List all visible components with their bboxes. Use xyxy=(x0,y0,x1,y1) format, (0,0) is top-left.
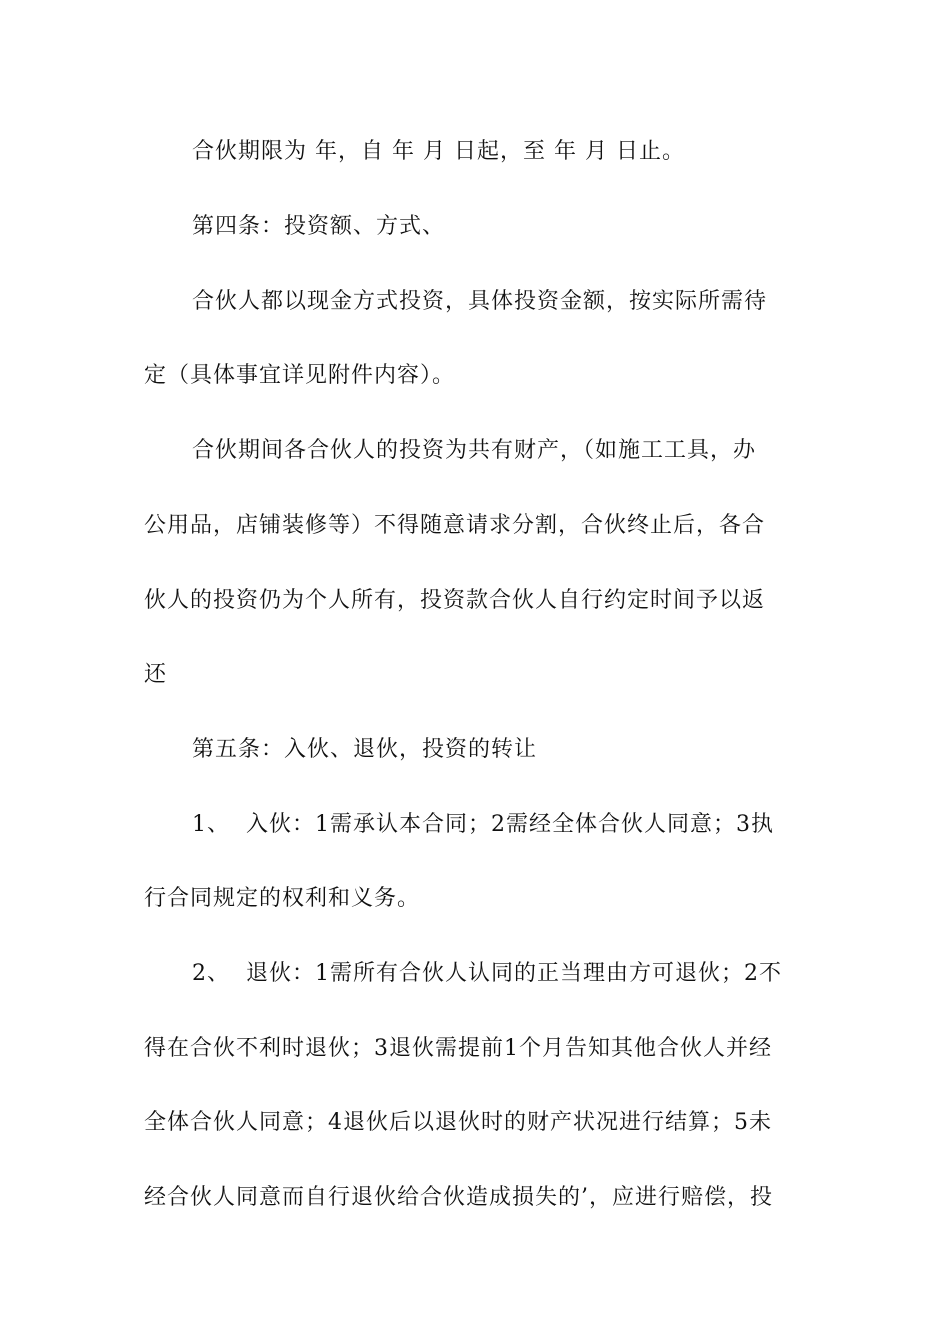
paragraph-line: 行合同规定的权利和义务。 xyxy=(144,886,421,911)
paragraph-line: 伙人的投资仍为个人所有，投资款合伙人自行约定时间予以返 xyxy=(144,588,766,613)
paragraph-line: 得在合伙不利时退伙；3退伙需提前1个月告知其他合伙人并经 xyxy=(144,1036,772,1061)
paragraph-line: 合伙期间各合伙人的投资为共有财产，（如施工工具，办 xyxy=(192,438,757,463)
list-item-join: 1、 入伙：1需承认本合同；2需经全体合伙人同意；3执 xyxy=(192,812,774,837)
list-item-withdraw: 2、 退伙：1需所有合伙人认同的正当理由方可退伙；2不 xyxy=(192,961,782,986)
paragraph-line: 全体合伙人同意；4退伙后以退伙时的财产状况进行结算；5未 xyxy=(144,1110,772,1135)
article-four-heading: 第四条：投资额、方式、 xyxy=(192,214,446,239)
paragraph-line: 经合伙人同意而自行退伙给合伙造成损失的’，应进行赔偿，投 xyxy=(144,1185,773,1210)
paragraph-line: 合伙人都以现金方式投资，具体投资金额，按实际所需待 xyxy=(192,289,768,314)
paragraph-line: 还 xyxy=(144,662,168,687)
paragraph-line: 定（具体事宜详见附件内容）。 xyxy=(144,363,456,388)
partnership-term-line: 合伙期限为 年，自 年 月 日起，至 年 月 日止。 xyxy=(192,139,685,164)
paragraph-line: 公用品，店铺装修等）不得随意请求分割，合伙终止后，各合 xyxy=(144,513,766,538)
article-five-heading: 第五条：入伙、退伙，投资的转让 xyxy=(192,737,538,762)
